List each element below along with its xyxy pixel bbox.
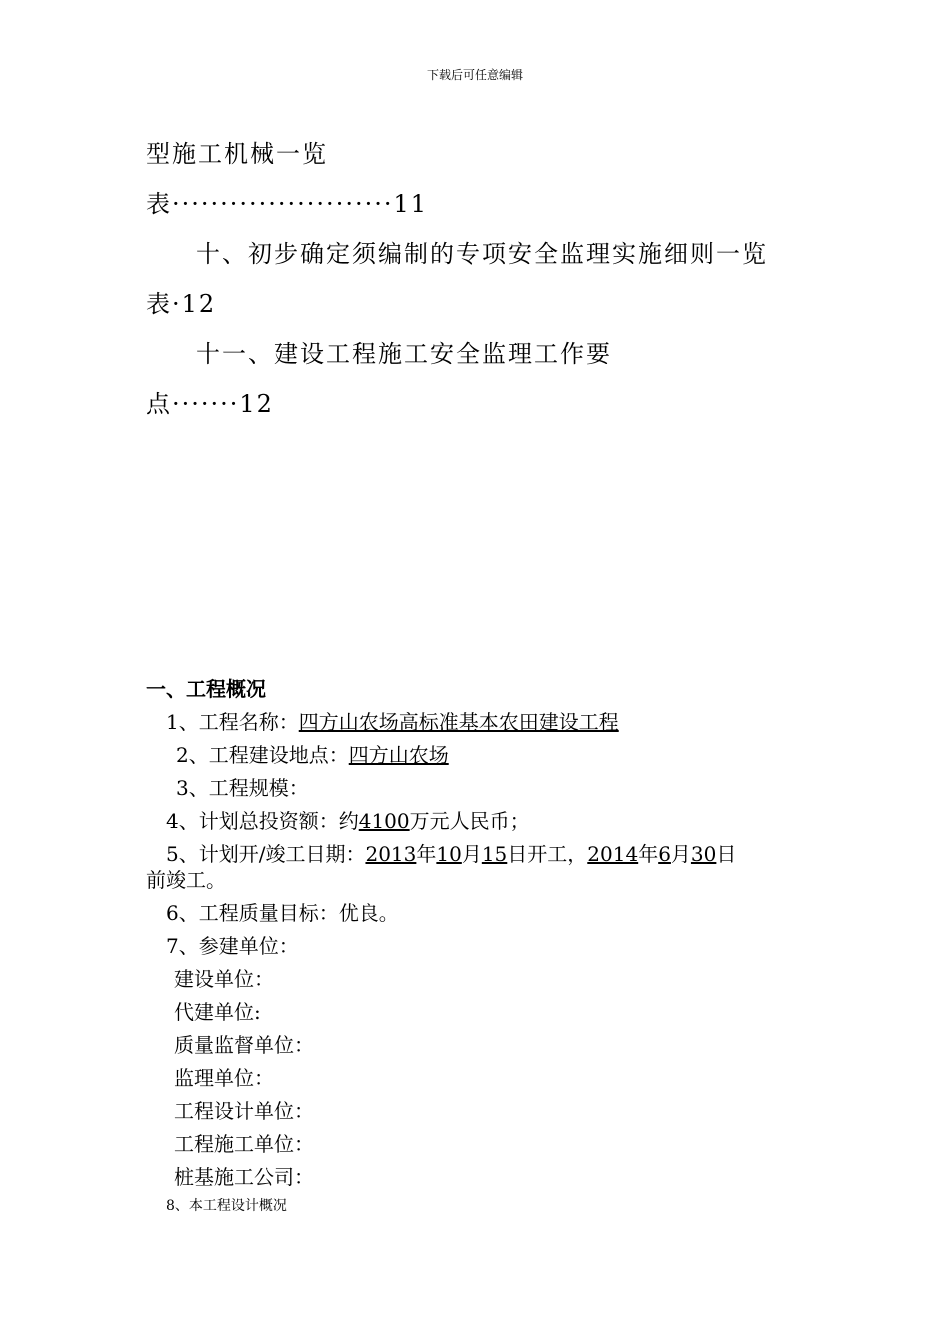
unit-text: 日开工，	[507, 842, 588, 866]
item-label: 5、计划开/竣工日期：	[166, 842, 366, 866]
item-label: 4、计划总投资额：约	[166, 809, 359, 833]
start-month: 10	[436, 842, 462, 866]
toc-line: 点·······12	[146, 390, 274, 418]
project-location	[176, 739, 449, 768]
toc-line: 十、初步确定须编制的专项安全监理实施细则一览	[196, 240, 768, 268]
design-overview-heading: 8、本工程设计概况	[166, 1198, 287, 1214]
item-value: 四方山农场高标准基本农田建设工程	[298, 710, 619, 734]
participating-units-heading: 7、参建单位：	[166, 934, 299, 958]
start-year: 2013	[365, 842, 417, 866]
project-schedule	[166, 838, 736, 867]
unit-text: 月	[461, 842, 482, 866]
item-label: 1、工程名称：	[166, 710, 299, 734]
end-day: 30	[690, 842, 717, 866]
unit-text: 年	[638, 842, 659, 866]
section-title: 一、工程概况	[146, 677, 266, 701]
unit-line: 建设单位：	[174, 967, 274, 991]
unit-text: 月	[670, 842, 691, 866]
end-year: 2014	[587, 842, 639, 866]
item-suffix: 万元人民币；	[409, 809, 530, 833]
start-day: 15	[481, 842, 508, 866]
toc-line: 表·······················11	[146, 190, 429, 218]
item-label: 2、工程建设地点：	[176, 743, 349, 767]
unit-line: 工程施工单位：	[174, 1132, 314, 1156]
unit-text: 年	[416, 842, 437, 866]
project-name	[166, 706, 619, 735]
unit-line: 工程设计单位：	[174, 1099, 314, 1123]
toc-line: 型施工机械一览	[146, 140, 328, 168]
quality-target: 6、工程质量目标：优良。	[166, 901, 399, 925]
unit-line: 桩基施工公司：	[174, 1165, 314, 1189]
unit-line: 代建单位:	[174, 1000, 261, 1024]
unit-line: 质量监督单位：	[174, 1033, 314, 1057]
unit-line: 监理单位：	[174, 1066, 274, 1090]
item-value: 四方山农场	[348, 743, 449, 767]
end-month: 6	[658, 842, 671, 866]
investment-amount: 4100	[358, 809, 410, 833]
project-investment	[166, 805, 530, 834]
unit-text: 日	[716, 842, 737, 866]
project-scale: 3、工程规模：	[176, 776, 309, 800]
schedule-continuation: 前竣工。	[146, 868, 226, 892]
page-header: 下载后可任意编辑	[426, 68, 523, 82]
toc-line: 表·12	[146, 290, 217, 318]
toc-line: 十一、建设工程施工安全监理工作要	[196, 340, 612, 368]
